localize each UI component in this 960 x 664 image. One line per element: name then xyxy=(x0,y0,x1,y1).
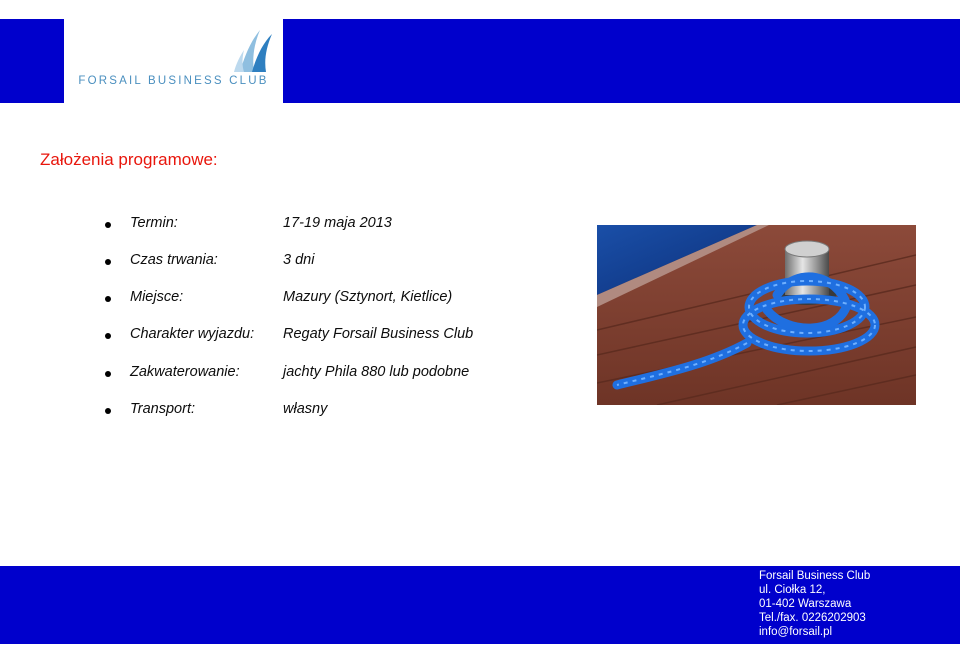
logo-text: FORSAIL BUSINESS CLUB xyxy=(78,75,269,87)
list-item xyxy=(100,287,520,311)
item-value: 17-19 maja 2013 xyxy=(283,215,392,231)
rope-bollard-photo xyxy=(597,225,916,405)
item-value: własny xyxy=(283,401,328,417)
logo xyxy=(64,2,283,114)
bullet-icon xyxy=(105,371,111,377)
contact-name: Forsail Business Club xyxy=(759,570,871,582)
item-label: Termin: xyxy=(130,215,178,231)
list-item xyxy=(100,213,520,237)
item-value: Regaty Forsail Business Club xyxy=(283,326,474,342)
sail-logo-icon xyxy=(232,30,274,74)
list-item xyxy=(100,399,520,423)
list-item xyxy=(100,362,520,386)
item-value: 3 dni xyxy=(283,252,315,268)
contact-street: ul. Ciołka 12, xyxy=(759,584,826,596)
bullet-icon xyxy=(105,222,111,228)
list-item xyxy=(100,250,520,274)
item-label: Transport: xyxy=(130,401,196,417)
bullet-icon xyxy=(105,296,111,302)
item-value: jachty Phila 880 lub podobne xyxy=(283,364,470,380)
bullet-icon xyxy=(105,408,111,414)
contact-phone: Tel./fax. 0226202903 xyxy=(759,612,866,624)
item-label: Czas trwania: xyxy=(130,252,218,268)
bullet-icon xyxy=(105,333,111,339)
item-label: Charakter wyjazdu: xyxy=(130,326,255,342)
contact-email[interactable]: info@forsail.pl xyxy=(759,626,833,638)
item-value: Mazury (Sztynort, Kietlice) xyxy=(283,289,453,305)
contact-city: 01-402 Warszawa xyxy=(759,598,852,610)
item-label: Miejsce: xyxy=(130,289,184,305)
list-item xyxy=(100,324,520,348)
page-title: Założenia programowe: xyxy=(40,150,218,169)
contact-info xyxy=(759,569,870,639)
item-label: Zakwaterowanie: xyxy=(130,364,240,380)
bullet-icon xyxy=(105,259,111,265)
